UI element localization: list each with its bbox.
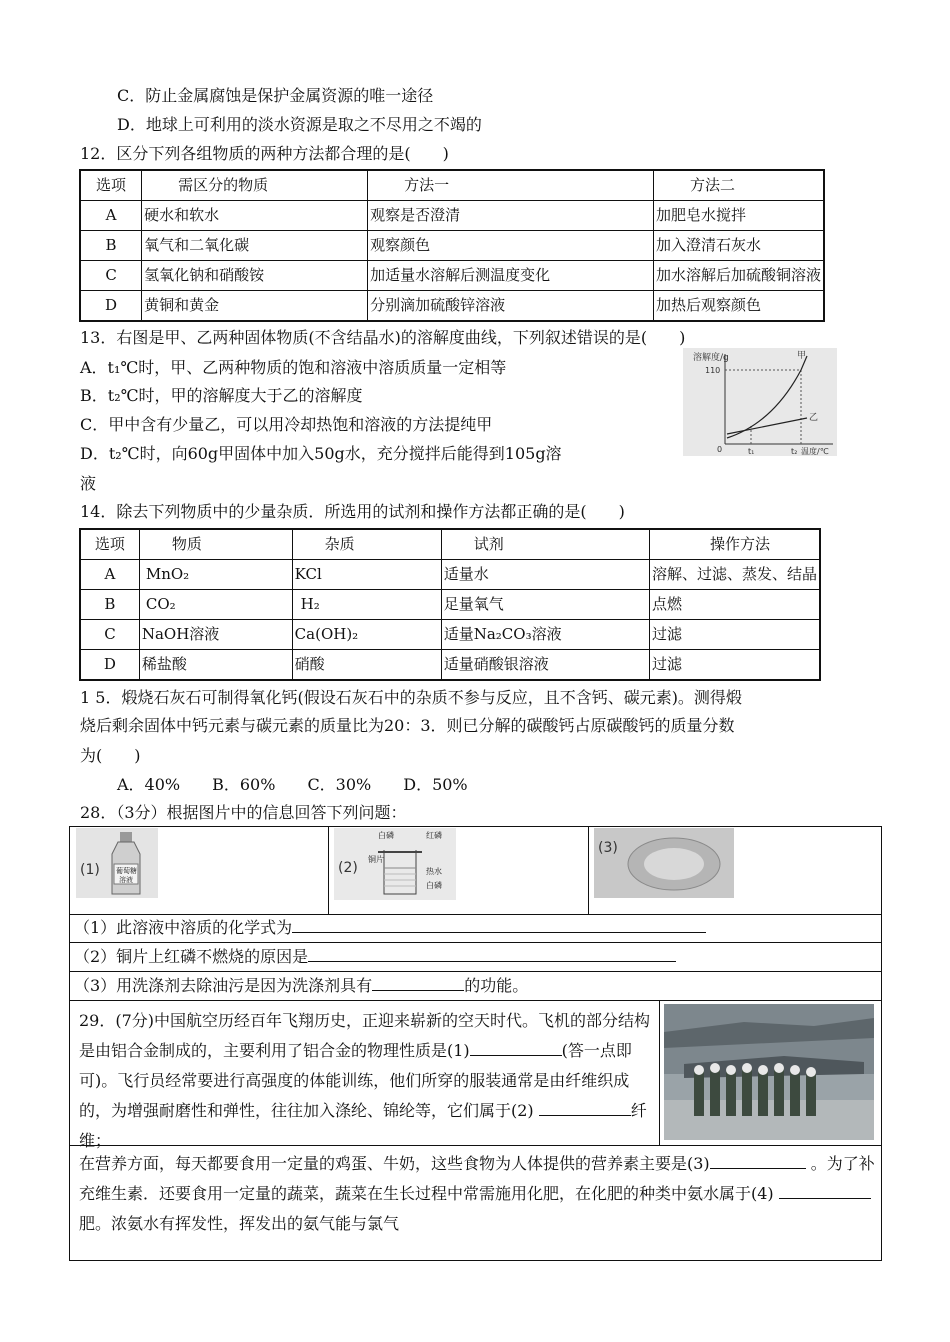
q29-text-d: 在营养方面，每天都要食用一定量的鸡蛋、牛奶，这些食物为人体提供的营养素主要是(3) xyxy=(79,1154,710,1173)
table-cell: A xyxy=(80,201,142,231)
table-row xyxy=(80,560,820,590)
table-row xyxy=(80,590,820,620)
q11-option-c: C．防止金属腐蚀是保护金属资源的唯一途径 xyxy=(117,86,434,105)
q29-text-c: 纤维； xyxy=(79,1101,647,1150)
table-cell: 黄铜和黄金 xyxy=(142,291,368,322)
q14-header: 操作方法 xyxy=(649,529,820,560)
pilots-photo xyxy=(664,1004,874,1140)
q12-header: 方法一 xyxy=(368,170,654,201)
table-cell: 观察颜色 xyxy=(368,231,654,261)
q13-option-b: B．t₂℃时，甲的溶解度大于乙的溶解度 xyxy=(80,386,363,405)
graph-origin: 0 xyxy=(717,445,723,454)
table-cell: CO₂ xyxy=(139,590,292,620)
table-row xyxy=(80,620,820,650)
table-cell: 加肥皂水搅拌 xyxy=(653,201,824,231)
q28-answer-2 xyxy=(74,947,676,967)
detergent-dish-image xyxy=(594,828,734,898)
q13-option-d: D．t₂℃时，向60g甲固体中加入50g水，充分搅拌后能得到105g溶 xyxy=(80,444,562,463)
q12-header: 方法二 xyxy=(653,170,824,201)
answer-blank[interactable] xyxy=(710,1168,806,1169)
q11-option-d: D．地球上可利用的淡水资源是取之不尽用之不竭的 xyxy=(117,115,482,134)
q12-header: 需区分的物质 xyxy=(142,170,368,201)
q28-answer-3 xyxy=(74,976,528,996)
answer-blank[interactable] xyxy=(292,932,706,933)
bottle-label-2: 溶液 xyxy=(119,876,133,884)
label-red-phosphorus: 红磷 xyxy=(426,831,442,840)
graph-t1: t₁ xyxy=(748,447,755,456)
table-cell: 加水溶解后加硫酸铜溶液 xyxy=(653,261,824,291)
q15-line-3: 为( ) xyxy=(80,746,141,765)
graph-label-jia: 甲 xyxy=(797,351,807,361)
q29-paragraph-2 xyxy=(79,1149,875,1239)
q29-text-b: (答一点即可)。飞行员经常要进行高强度的体能训练，他们所穿的服装通常是由纤维织成的，为增强耐磨性和弹性，往往加入涤纶、锦纶等，它们属于(2) xyxy=(79,1041,632,1120)
table-row xyxy=(80,201,824,231)
label-white-phosphorus-top: 白磷 xyxy=(378,831,394,840)
table-cell: B xyxy=(80,590,139,620)
table-cell: A xyxy=(80,560,139,590)
table-cell: 氢氧化钠和硝酸铵 xyxy=(142,261,368,291)
table-cell: 稀盐酸 xyxy=(139,650,292,681)
graph-label-yi: 乙 xyxy=(809,413,819,423)
table-row xyxy=(80,231,824,261)
graph-t2: t₂ xyxy=(791,447,798,456)
q28-answer-3-tail: 的功能。 xyxy=(464,976,529,995)
answer-blank[interactable] xyxy=(470,1055,562,1056)
table-cell: 过滤 xyxy=(649,620,820,650)
table-cell: 加入澄清石灰水 xyxy=(653,231,824,261)
table-row xyxy=(80,291,824,322)
table-cell: 点燃 xyxy=(649,590,820,620)
graph-xlabel: 温度/℃ xyxy=(801,447,829,456)
q13-option-d-cont: 液 xyxy=(80,474,97,493)
q14-stem: 14．除去下列物质中的少量杂质．所选用的试剂和操作方法都正确的是( ) xyxy=(80,502,625,521)
graph-ytick: 110 xyxy=(705,366,721,375)
table-row xyxy=(80,261,824,291)
table-cell: 溶解、过滤、蒸发、结晶 xyxy=(649,560,820,590)
q13-option-a: A．t₁℃时，甲、乙两种物质的饱和溶液中溶质质量一定相等 xyxy=(80,358,507,377)
q12-stem: 12．区分下列各组物质的两种方法都合理的是( ) xyxy=(80,144,449,163)
image-number: (2) xyxy=(338,860,358,876)
graph-background xyxy=(683,348,837,456)
table-cell: 观察是否澄清 xyxy=(368,201,654,231)
image-number: (1) xyxy=(80,862,100,878)
q28-answer-3-text: （3）用洗涤剂去除油污是因为洗涤剂具有 xyxy=(74,976,373,995)
image-number: (3) xyxy=(598,840,618,856)
table-cell: 氧气和二氧化碳 xyxy=(142,231,368,261)
label-hot-water: 热水 xyxy=(426,867,442,876)
table-cell: 硬水和软水 xyxy=(142,201,368,231)
table-cell: 适量硝酸银溶液 xyxy=(441,650,649,681)
glucose-bottle-image xyxy=(76,828,158,898)
table-cell: 硝酸 xyxy=(292,650,441,681)
table-cell: H₂ xyxy=(292,590,441,620)
q15-line-2: 烧后剩余固体中钙元素与碳元素的质量比为20：3．则已分解的碳酸钙占原碳酸钙的质量分数 xyxy=(80,716,735,735)
table-cell: 适量水 xyxy=(441,560,649,590)
table-cell: C xyxy=(80,620,139,650)
answer-blank[interactable] xyxy=(779,1198,871,1199)
table-cell: KCl xyxy=(292,560,441,590)
answer-blank[interactable] xyxy=(539,1115,631,1116)
table-cell: C xyxy=(80,261,142,291)
q12-table xyxy=(79,169,825,322)
table-cell: 加适量水溶解后测温度变化 xyxy=(368,261,654,291)
table-cell: NaOH溶液 xyxy=(139,620,292,650)
table-cell: Ca(OH)₂ xyxy=(292,620,441,650)
q29-text-f: 肥。浓氨水有挥发性，挥发出的氨气能与氯气 xyxy=(79,1214,400,1233)
q29-text-e: 。为了补充维生素．还要食用一定量的蔬菜，蔬菜在生长过程中常需施用化肥，在化肥的种类中氨水属于(4) xyxy=(79,1154,875,1203)
q28-answer-1-text: （1）此溶液中溶质的化学式为 xyxy=(74,918,293,937)
q14-header: 杂质 xyxy=(292,529,441,560)
q14-header: 物质 xyxy=(139,529,292,560)
q15-options: A．40% B．60% C．30% D．50% xyxy=(117,775,468,794)
table-row xyxy=(80,650,820,681)
answer-blank[interactable] xyxy=(372,990,464,991)
phosphorus-experiment-image xyxy=(334,828,456,900)
table-cell: D xyxy=(80,291,142,322)
table-cell: 适量Na₂CO₃溶液 xyxy=(441,620,649,650)
q28-answer-2-text: （2）铜片上红磷不燃烧的原因是 xyxy=(74,947,309,966)
q29-text-a: 29．(7分)中国航空历经百年飞翔历史，正迎来崭新的空天时代。飞机的部分结构是由铝合金制成的，主要利用了铝合金的物理性质是(1) xyxy=(79,1011,651,1060)
table-cell: D xyxy=(80,650,139,681)
table-cell: 分别滴加硫酸锌溶液 xyxy=(368,291,654,322)
table-cell: MnO₂ xyxy=(139,560,292,590)
q13-option-c: C．甲中含有少量乙，可以用冷却热饱和溶液的方法提纯甲 xyxy=(80,415,493,434)
q12-header: 选项 xyxy=(80,170,142,201)
q28-stem: 28．（3分）根据图片中的信息回答下列问题： xyxy=(80,803,407,822)
label-white-phosphorus-bottom: 白磷 xyxy=(426,881,442,890)
q14-table xyxy=(79,528,821,681)
graph-ylabel: 溶解度/g xyxy=(693,353,729,363)
bottle-label-1: 葡萄糖 xyxy=(116,867,137,875)
q15-line-1: 1 5．煅烧石灰石可制得氧化钙(假设石灰石中的杂质不参与反应，且不含钙、碳元素)。测得煅 xyxy=(80,688,742,707)
q14-header: 试剂 xyxy=(441,529,649,560)
table-cell: 加热后观察颜色 xyxy=(653,291,824,322)
q28-answer-1 xyxy=(74,918,706,938)
q14-header: 选项 xyxy=(80,529,139,560)
table-cell: 过滤 xyxy=(649,650,820,681)
q13-stem: 13．右图是甲、乙两种固体物质(不含结晶水)的溶解度曲线，下列叙述错误的是( ) xyxy=(80,328,686,347)
solubility-graph xyxy=(683,348,837,456)
q29-paragraph-1 xyxy=(79,1006,655,1156)
answer-blank[interactable] xyxy=(308,961,676,962)
table-cell: B xyxy=(80,231,142,261)
table-cell: 足量氧气 xyxy=(441,590,649,620)
label-copper-sheet: 铜片 xyxy=(368,855,384,864)
